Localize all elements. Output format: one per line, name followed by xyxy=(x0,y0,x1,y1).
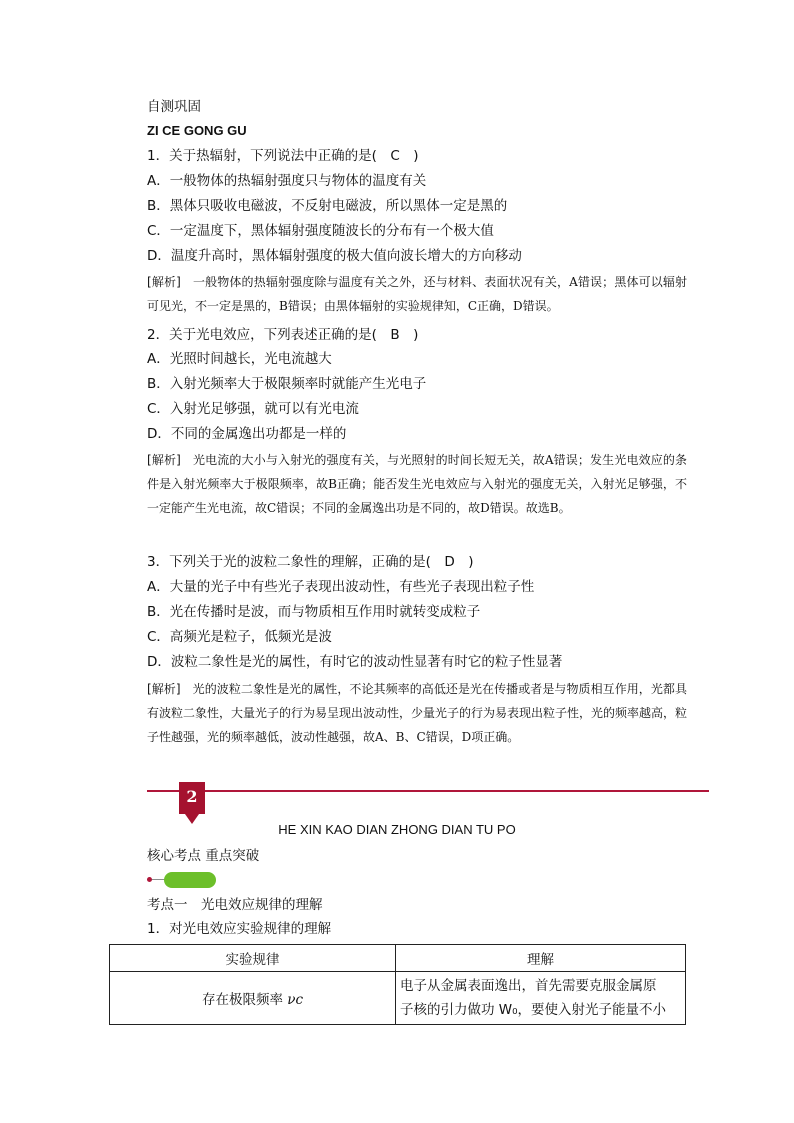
table-cell-law xyxy=(110,972,396,1025)
section-pinyin: ZI CE GONG GU xyxy=(147,123,247,138)
question-2-stem: 2．关于光电效应，下列表述正确的是( B ) xyxy=(147,327,419,343)
topic-title: 考点一 光电效应规律的理解 xyxy=(147,897,323,913)
table-row xyxy=(110,972,686,1025)
part2-title: 核心考点 重点突破 xyxy=(147,848,260,864)
subtopic-title: 1．对光电效应实验规律的理解 xyxy=(147,921,332,937)
question-3-analysis xyxy=(147,677,687,749)
question-2-analysis xyxy=(147,448,687,520)
analysis-tag: [解析] xyxy=(147,682,181,696)
analysis-tag: [解析] xyxy=(147,453,181,467)
analysis-text: 光电流的大小与入射光的强度有关，与光照射的时间长短无关，故A错误；发生光电效应的条件是入射光频率大于极限频率，故B正确；能否发生光电效应与入射光的强度无关，入射光足够强，不一定能产生光电流，故C错误；不同的金属逸出功是不同的，故D错误。故选B。 xyxy=(147,453,687,515)
question-1-option-a: A．一般物体的热辐射强度只与物体的温度有关 xyxy=(147,173,427,189)
analysis-tag: [解析] xyxy=(147,275,181,289)
section-number-badge: 2 xyxy=(179,782,205,814)
understanding-line-1: 电子从金属表面逸出，首先需要克服金属原 xyxy=(400,978,657,994)
question-3-option-b: B．光在传播时是波，而与物质相互作用时就转变成粒子 xyxy=(147,604,481,620)
question-2-option-b: B．入射光频率大于极限频率时就能产生光电子 xyxy=(147,376,427,392)
decorative-pill xyxy=(147,872,217,888)
question-1-option-c: C．一定温度下，黑体辐射强度随波长的分布有一个极大值 xyxy=(147,223,494,239)
question-2-option-a: A．光照时间越长，光电流越大 xyxy=(147,351,332,367)
law-text: 存在极限频率 xyxy=(201,992,283,1008)
table-header-law: 实验规律 xyxy=(110,945,396,972)
question-1-option-b: B．黑体只吸收电磁波，不反射电磁波，所以黑体一定是黑的 xyxy=(147,198,508,214)
law-symbol: νc xyxy=(287,992,304,1008)
table-cell-understanding xyxy=(396,972,686,1025)
analysis-text: 一般物体的热辐射强度除与温度有关之外，还与材料、表面状况有关，A错误；黑体可以辐射可见光，不一定是黑的，B错误；由黑体辐射的实验规律知，C正确，D错误。 xyxy=(147,275,687,313)
part2-pinyin: HE XIN KAO DIAN ZHONG DIAN TU PO xyxy=(278,822,516,837)
question-1-analysis xyxy=(147,270,687,318)
question-1-stem: 1．关于热辐射，下列说法中正确的是( C ) xyxy=(147,148,419,164)
table-header-understanding: 理解 xyxy=(396,945,686,972)
section-divider xyxy=(147,782,709,822)
question-3-option-d: D．波粒二象性是光的属性，有时它的波动性显著有时它的粒子性显著 xyxy=(147,654,563,670)
question-3-option-a: A．大量的光子中有些光子表现出波动性，有些光子表现出粒子性 xyxy=(147,579,535,595)
question-2-option-d: D．不同的金属逸出功都是一样的 xyxy=(147,426,347,442)
understanding-line-2: 子核的引力做功 W₀，要使入射光子能量不小 xyxy=(400,1002,667,1018)
question-3-option-c: C．高频光是粒子，低频光是波 xyxy=(147,629,332,645)
pill-dot-icon xyxy=(147,877,152,882)
divider-line xyxy=(147,790,709,792)
table-header-row xyxy=(110,945,686,972)
question-2-option-c: C．入射光足够强，就可以有光电流 xyxy=(147,401,359,417)
section-title: 自测巩固 xyxy=(147,99,201,115)
law-table xyxy=(109,944,686,1025)
green-pill-icon xyxy=(164,872,216,888)
analysis-text: 光的波粒二象性是光的属性，不论其频率的高低还是光在传播或者是与物质相互作用，光都具有波粒二象性，大量光子的行为易呈现出波动性，少量光子的行为易表现出粒子性，光的频率越高，粒子性越强，光的频率越低，波动性越强，故A、B、C错误，D项正确。 xyxy=(147,682,688,744)
question-3-stem: 3．下列关于光的波粒二象性的理解，正确的是( D ) xyxy=(147,554,474,570)
question-1-option-d: D．温度升高时，黑体辐射强度的极大值向波长增大的方向移动 xyxy=(147,248,522,264)
